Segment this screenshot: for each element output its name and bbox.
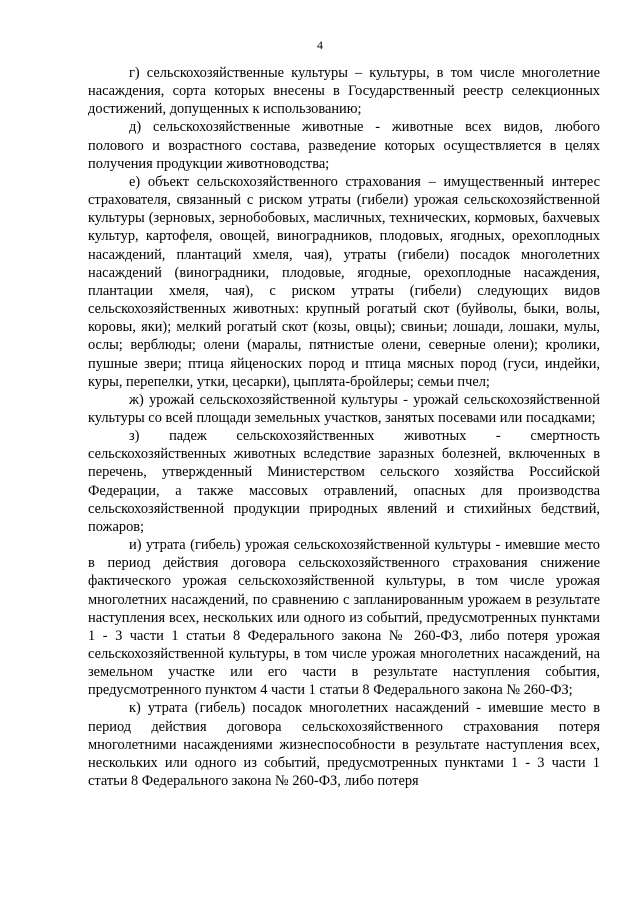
page-number: 4 xyxy=(317,38,323,52)
paragraph-k: к) утрата (гибель) посадок многолетних насаждений - имевшие место в период действия договора сельскохозяйственного страхования потеря многолетними насаждениями жизнеспособности в результате наступления всех, нескольких или одного из событий, предусмотренных пунктами 1 - 3 части 1 статьи 8 Федерального закона № 260-ФЗ, либо потеря xyxy=(88,700,600,790)
paragraph-zh: ж) урожай сельскохозяйственной культуры - урожай сельскохозяйственной культуры со всей площади земельных участков, занятых посевами или посадками; xyxy=(88,391,600,426)
paragraph-e: е) объект сельскохозяйственного страхования – имущественный интерес страхователя, связанный с риском утраты (гибели) урожая сельскохозяйственной культуры (зерновых, зернобобовых, масличных, технических, кормовых, бахчевых культур, картофеля, овощей, виноградников, плодовых, ягодных, орехоплодных насаждений, плантаций хмеля, чая), утраты (гибели) посадок многолетних насаждений (виноградники, плодовые, ягодные, орехоплодные насаждения, плантации хмеля, чая), с риском утраты (гибели) следующих видов сельскохозяйственных животных: крупный рогатый скот (буйволы, быки, волы, коровы, яки); мелкий рогатый скот (козы, овцы); свиньи; лошади, лошаки, мулы, ослы; верблюды; олени (маралы, пятнистые олени, северные олени); кролики, пушные звери; птица яйценоских пород и птица мясных пород (гуси, индейки, куры, перепелки, утки, цесарки), цыплята-бройлеры; семьи пчел; xyxy=(88,173,600,390)
paragraph-i: и) утрата (гибель) урожая сельскохозяйственной культуры - имевшие место в период действия договора сельскохозяйственного страхования снижение фактического урожая сельскохозяйственной культуры, в том числе урожая многолетних насаждений, по сравнению с запланированным урожаем в результате наступления всех, нескольких или одного из событий, предусмотренных пунктами 1 - 3 части 1 статьи 8 Федерального закона № 260-ФЗ, либо потеря урожая сельскохозяйственной культуры, в том числе урожая многолетних насаждений, на земельном участке или его части в результате наступления события, предусмотренного пунктом 4 части 1 статьи 8 Федерального закона № 260-ФЗ; xyxy=(88,537,600,699)
document-body xyxy=(88,64,600,790)
paragraph-g: г) сельскохозяйственные культуры – культуры, в том числе многолетние насаждения, сорта которых внесены в Государственный реестр селекционных достижений, допущенных к использованию; xyxy=(88,65,600,118)
paragraph-d: д) сельскохозяйственные животные - животные всех видов, любого полового и возрастного состава, разведение которых осуществляется в целях получения продукции животноводства; xyxy=(88,119,600,172)
paragraph-z: з) падеж сельскохозяйственных животных - смертность сельскохозяйственных животных вследствие заразных болезней, включенных в перечень, утвержденный Министерством сельского хозяйства Российской Федерации, а также массовых отравлений, опасных для производства сельскохозяйственной продукции природных явлений и стихийных бедствий, пожаров; xyxy=(88,428,600,535)
